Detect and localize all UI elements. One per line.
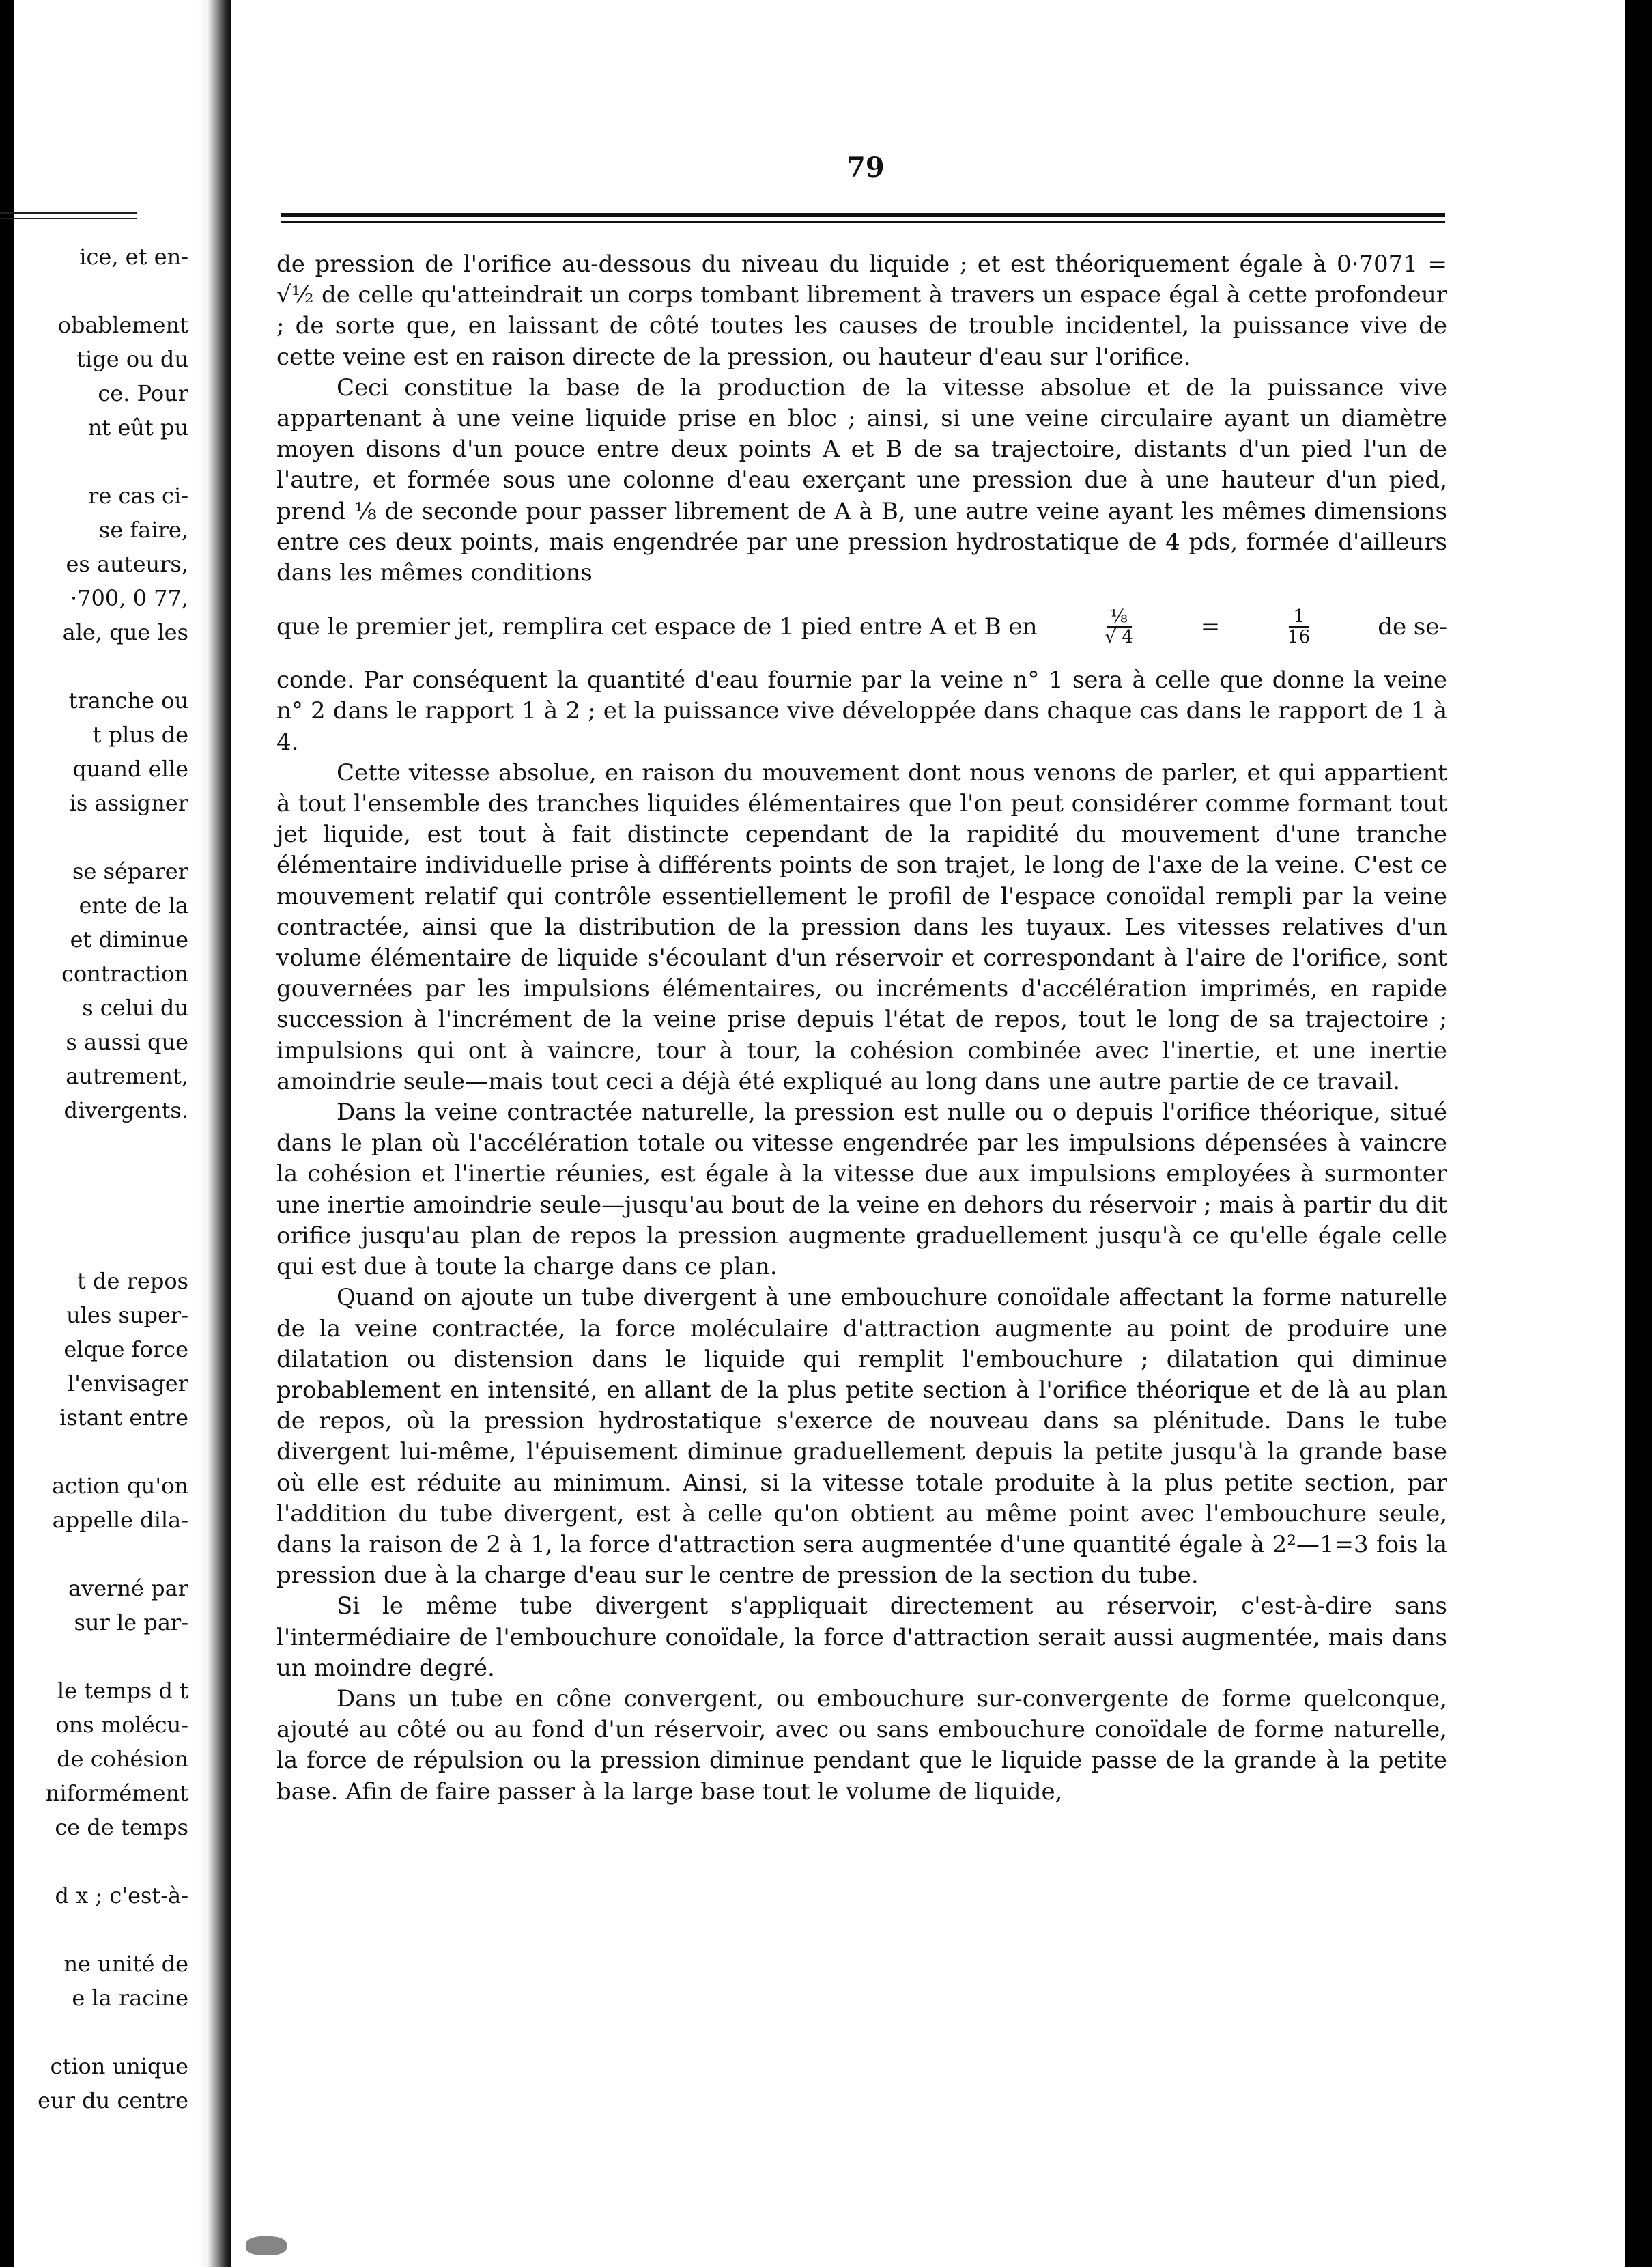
previous-page-line: d x ; c'est-à-	[55, 1883, 188, 1909]
previous-page-line: quand elle	[72, 756, 188, 782]
previous-page-line: tige ou du	[76, 346, 188, 372]
previous-page-line: t plus de	[92, 722, 188, 748]
ink-blot	[246, 2236, 287, 2255]
previous-page-line	[0, 1196, 193, 1230]
paragraph: Ceci constitue la base de la production de la vitesse absolue et de la puissance vive appartenant à une veine liquide prise en bloc ; ainsi, si une veine circulaire ayant un diamètre moyen disons d'un pouce entre deux points A et B de sa trajectoire, distants d'un pied l'un de l'autre, et formée sous une colonne d'eau exerçant une pression due à une hauteur d'un pied, prend ⅛ de seconde pour passer librement de A à B, une autre veine ayant les mêmes dimensions entre ces deux points, mais engendrée par une pression hydrostatique de 4 pds, formée d'ailleurs dans les mêmes conditions	[276, 374, 1447, 587]
header-rule	[281, 213, 1445, 223]
previous-page-line: action qu'on	[52, 1473, 188, 1499]
previous-page-line: appelle dila-	[52, 1507, 188, 1533]
previous-page-line: ente de la	[79, 892, 188, 918]
previous-page-line: s celui du	[82, 995, 188, 1021]
fraction-time	[1105, 607, 1133, 647]
previous-page-line: autrement,	[66, 1063, 188, 1089]
previous-page-line: de cohésion	[57, 1746, 188, 1772]
fraction-numerator: 1	[1289, 607, 1309, 628]
previous-page-line: es auteurs,	[66, 551, 188, 577]
previous-page-line: t de repos	[76, 1268, 188, 1294]
previous-page-line: sur le par-	[74, 1609, 188, 1635]
previous-page-line: ction unique	[50, 2053, 188, 2079]
previous-page-line: ce de temps	[55, 1814, 188, 1840]
previous-page-line: nt eût pu	[87, 414, 188, 440]
paragraph: Quand on ajoute un tube divergent à une embouchure conoïdale affectant la forme naturelle de la veine contractée, la force moléculaire d'attraction augmente au point de produire une dilatation ou distension dans le liquide qui remplit l'embouchure ; dilatation qui diminue probablement en intensité, en allant de la plus petite section à l'orifice théorique et de là au plan de repos, où la pression hydrostatique s'exerce de nouveau dans sa plénitude. Dans le tube divergent lui-même, l'épuisement diminue graduellement depuis la petite jusqu'à la grande base où elle est réduite au minimum. Ainsi, si la vitesse totale produite à la plus petite section, par l'addition du tube divergent, est à celle qu'on obtient au même point avec l'embouchure seule, dans la raison de 2 à 1, la force d'attraction sera augmentée d'une quantité égale à 2²—1=3 fois la pression due à la charge d'eau sur le centre de pression de la section du tube.	[276, 1284, 1447, 1590]
paragraph: Dans la veine contractée naturelle, la pression est nulle ou o depuis l'orifice théorique, situé dans le plan où l'accélération totale ou vitesse engendrée par les impulsions dépensées à vaincre la cohésion et l'inertie réunies, est égale à la vitesse due aux impulsions employées à surmonter une inertie amoindrie seule—jusqu'au bout de la veine en dehors du réservoir ; mais à partir du dit orifice jusqu'au plan de repos la pression augmente graduellement jusqu'à ce qu'elle égale celle qui est due à toute la charge dans ce plan.	[276, 1099, 1447, 1281]
page-body	[276, 249, 1447, 1807]
previous-page-line: ules super-	[66, 1302, 188, 1328]
previous-page-line	[0, 1230, 193, 1264]
previous-page-line: averné par	[68, 1575, 188, 1601]
page-number: 79	[846, 152, 885, 184]
fraction-numerator: ⅛	[1107, 607, 1132, 628]
previous-page-line: is assigner	[69, 790, 188, 816]
previous-page-line: se séparer	[72, 858, 188, 884]
previous-page-line: niformément	[45, 1780, 188, 1806]
paragraph: Si le même tube divergent s'appliquait directement au réservoir, c'est-à-dire sans l'intermédiaire de l'embouchure conoïdale, la force d'attraction serait aussi augmentée, mais dans un moindre degré.	[276, 1592, 1447, 1682]
fraction-denominator: 16	[1287, 627, 1311, 648]
previous-page-line: l'envisager	[67, 1370, 188, 1396]
previous-page-line: s aussi que	[66, 1029, 188, 1055]
previous-page-line: et diminue	[70, 927, 188, 953]
previous-page-line: se faire,	[98, 517, 188, 543]
fraction-denominator: √ 4	[1105, 627, 1133, 648]
equals-sign: =	[1200, 612, 1221, 640]
scan-border-right	[1625, 0, 1652, 2267]
previous-page-line: ale, que les	[62, 619, 188, 645]
previous-page-line: divergents.	[63, 1097, 188, 1123]
fraction-line-end: de se-	[1378, 612, 1447, 640]
previous-page-line	[0, 274, 193, 308]
previous-page-fragment	[0, 205, 193, 2117]
previous-page-line: istant entre	[59, 1405, 188, 1431]
fraction-result	[1287, 607, 1310, 647]
paragraph: Cette vitesse absolue, en raison du mouvement dont nous venons de parler, et qui appartient à tout l'ensemble des tranches liquides élémentaires que l'on peut considérer comme formant tout jet liquide, est tout à fait distincte cependant de la rapidité du mouvement d'une tranche élémentaire individuelle prise à différents points de son trajet, le long de l'axe de la veine. C'est ce mouvement relatif qui contrôle essentiellement le profil de l'espace conoïdal rempli par la veine contractée, ainsi que la distribution de la pression dans les tuyaux. Les vitesses relatives d'un volume élémentaire de liquide s'écoulant d'un réservoir et correspondant à l'aire de l'orifice, sont gouvernées par les impulsions élémentaires, ou incréments d'accélération imprimés, en rapide succession à l'incrément de la veine prise depuis l'état de repos, tout le long de sa trajectoire ; impulsions qui ont à vaincre, tour à tour, la cohésion combinée avec l'inertie, et une inertie amoindrie seule—mais tout ceci a déjà été expliqué au long dans une autre partie de ce travail.	[276, 759, 1447, 1095]
previous-page-line: obablement	[57, 312, 188, 338]
fraction-line-text: que le premier jet, remplira cet espace de 1 pied entre A et B en	[276, 612, 1038, 640]
previous-page-line: e la racine	[72, 1985, 188, 2011]
previous-page-line	[0, 1639, 193, 1674]
previous-page-line	[0, 1435, 193, 1469]
previous-page-line: le temps d t	[57, 1678, 188, 1704]
previous-page-line: ·700, 0 77,	[70, 585, 188, 611]
previous-page-line	[0, 1161, 193, 1196]
paragraph: conde. Par conséquent la quantité d'eau fournie par la veine n° 1 sera à celle que donne la veine n° 2 dans le rapport 1 à 2 ; et la puissance vive développée dans chaque cas dans le rapport de 1 à 4.	[276, 666, 1447, 756]
previous-page-line	[0, 649, 193, 684]
previous-page-line: ons molécu-	[55, 1712, 188, 1738]
previous-page-line: ce. Pour	[98, 380, 188, 406]
previous-page-line: elque force	[63, 1336, 188, 1362]
previous-page-line	[0, 820, 193, 854]
previous-page-line: contraction	[61, 961, 188, 987]
paragraph: Dans un tube en cône convergent, ou embouchure sur-convergente de forme quelconque, ajouté au côté ou au fond d'un réservoir, avec ou sans embouchure conoïdale de forme naturelle, la force de répulsion ou la pression diminue pendant que le liquide passe de la grande à la petite base. Afin de faire passer à la large base tout le volume de liquide,	[276, 1685, 1447, 1805]
previous-page-line: ne unité de	[63, 1951, 188, 1977]
previous-page-line	[0, 1537, 193, 1571]
previous-page-lines	[0, 240, 193, 2117]
previous-page-line: re cas ci-	[88, 483, 188, 509]
previous-page-rule	[0, 212, 137, 219]
book-gutter-shadow	[198, 0, 231, 2267]
previous-page-line: eur du centre	[38, 2087, 188, 2113]
previous-page-line: ice, et en-	[79, 244, 188, 270]
previous-page-line	[0, 1913, 193, 1947]
previous-page-line	[0, 1127, 193, 1161]
fraction-line	[276, 593, 1447, 661]
paragraph: de pression de l'orifice au-dessous du niveau du liquide ; et est théoriquement égale à 0·7071 = √½ de celle qu'atteindrait un corps tombant librement à travers un espace égal à cette profondeur ; de sorte que, en laissant de côté toutes les causes de trouble incidentel, la puissance vive de cette veine est en raison directe de la pression, ou hauteur d'eau sur l'orifice.	[276, 251, 1447, 371]
previous-page-line	[0, 445, 193, 479]
previous-page-line: tranche ou	[68, 688, 188, 714]
previous-page-line	[0, 1844, 193, 1878]
previous-page-line	[0, 2015, 193, 2049]
